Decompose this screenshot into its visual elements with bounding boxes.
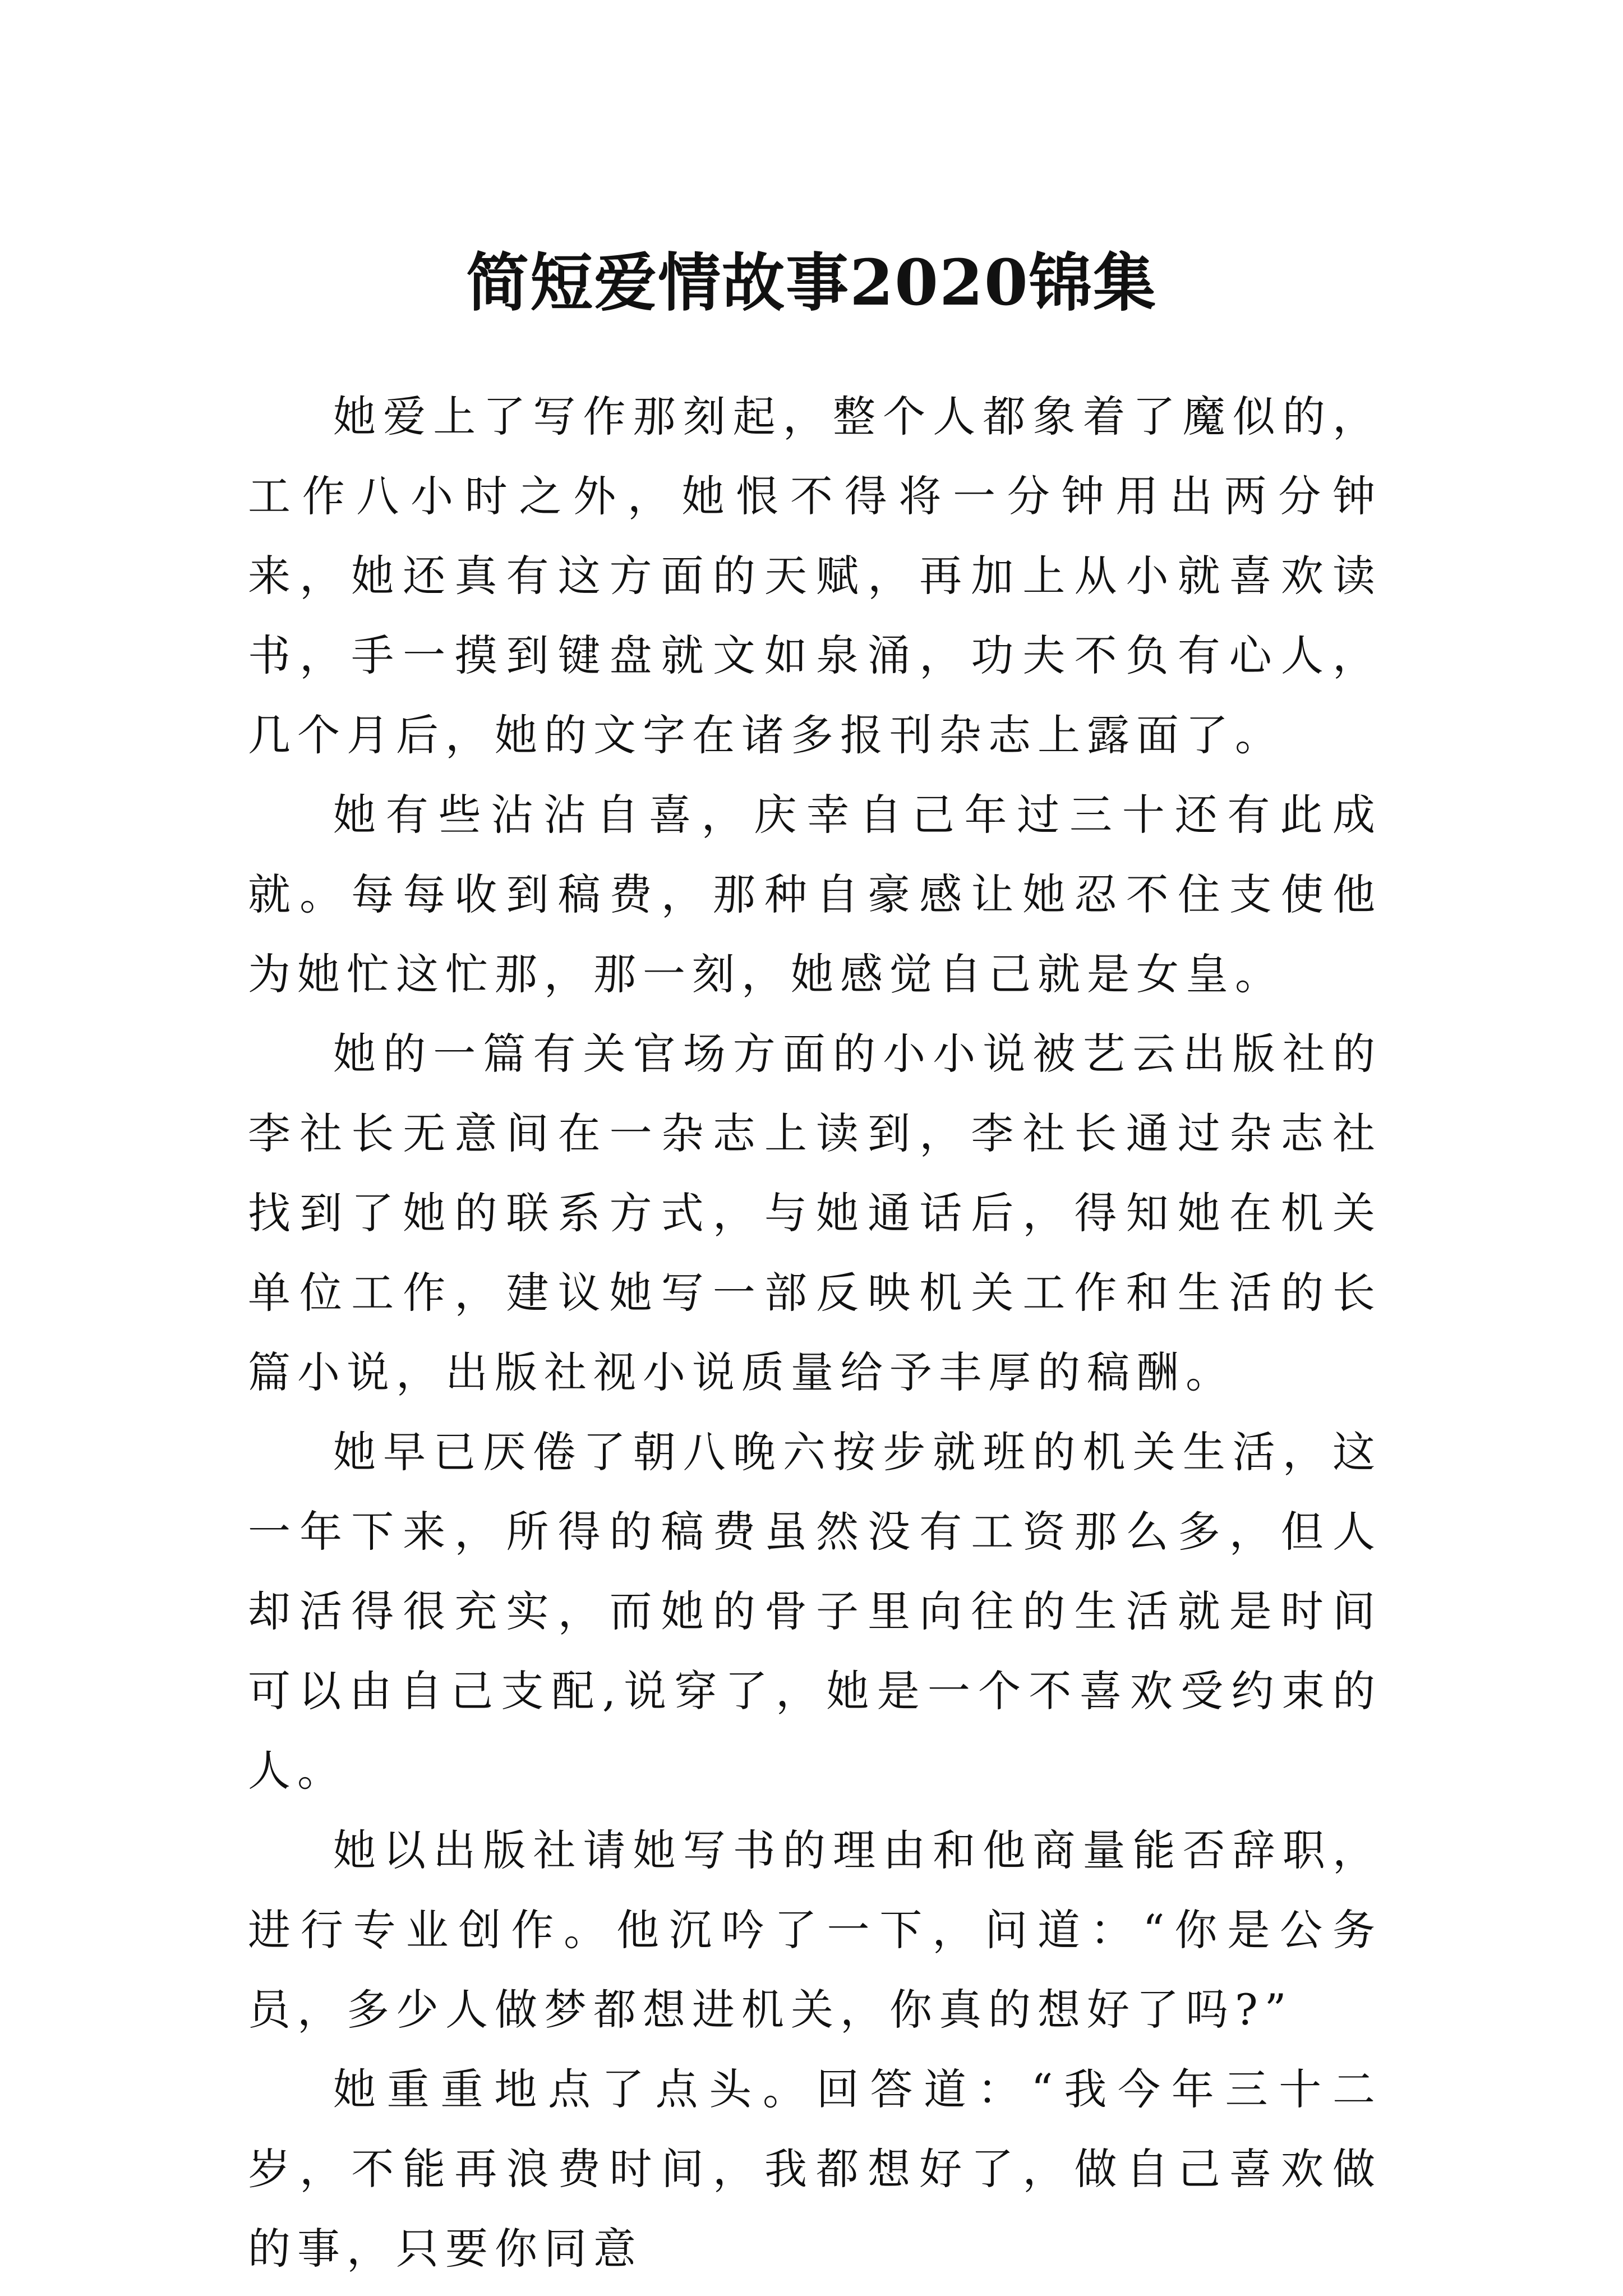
paragraph: 她的一篇有关官场方面的小小说被艺云出版社的李社长无意间在一杂志上读到，李社长通过杂志社找到了她的联系方式，与她通话后，得知她在机关单位工作，建议她写一部反映机关工作和生活的长篇小说，出版社视小说质量给予丰厚的稿酬。 bbox=[248, 1029, 1382, 1397]
paragraph: 她有些沾沾自喜，庆幸自己年过三十还有此成就。每每收到稿费，那种自豪感让她忍不住支使他为她忙这忙那，那一刻，她感觉自己就是女皇。 bbox=[248, 790, 1382, 999]
paragraph: 她爱上了写作那刻起，整个人都象着了魔似的，工作八小时之外，她恨不得将一分钟用出两分钟来，她还真有这方面的天赋，再加上从小就喜欢读书，手一摸到键盘就文如泉涌，功夫不负有心人，几个月后，她的文字在诸多报刊杂志上露面了。 bbox=[248, 392, 1382, 760]
document-title: 简短爱情故事2020锦集 bbox=[466, 246, 1157, 320]
document-body bbox=[248, 377, 1382, 2289]
paragraph: 她重重地点了点头。回答道：“我今年三十二岁，不能再浪费时间，我都想好了，做自己喜欢做的事，只要你同意 bbox=[248, 2064, 1382, 2274]
paragraph: 她早已厌倦了朝八晚六按步就班的机关生活，这一年下来，所得的稿费虽然没有工资那么多，但人却活得很充实，而她的骨子里向往的生活就是时间可以由自己支配,说穿了，她是一个不喜欢受约束的人。 bbox=[248, 1427, 1382, 1796]
paragraph: 她以出版社请她写书的理由和他商量能否辞职，进行专业创作。他沉吟了一下，问道：“你是公务员，多少人做梦都想进机关，你真的想好了吗?” bbox=[248, 1825, 1382, 2035]
